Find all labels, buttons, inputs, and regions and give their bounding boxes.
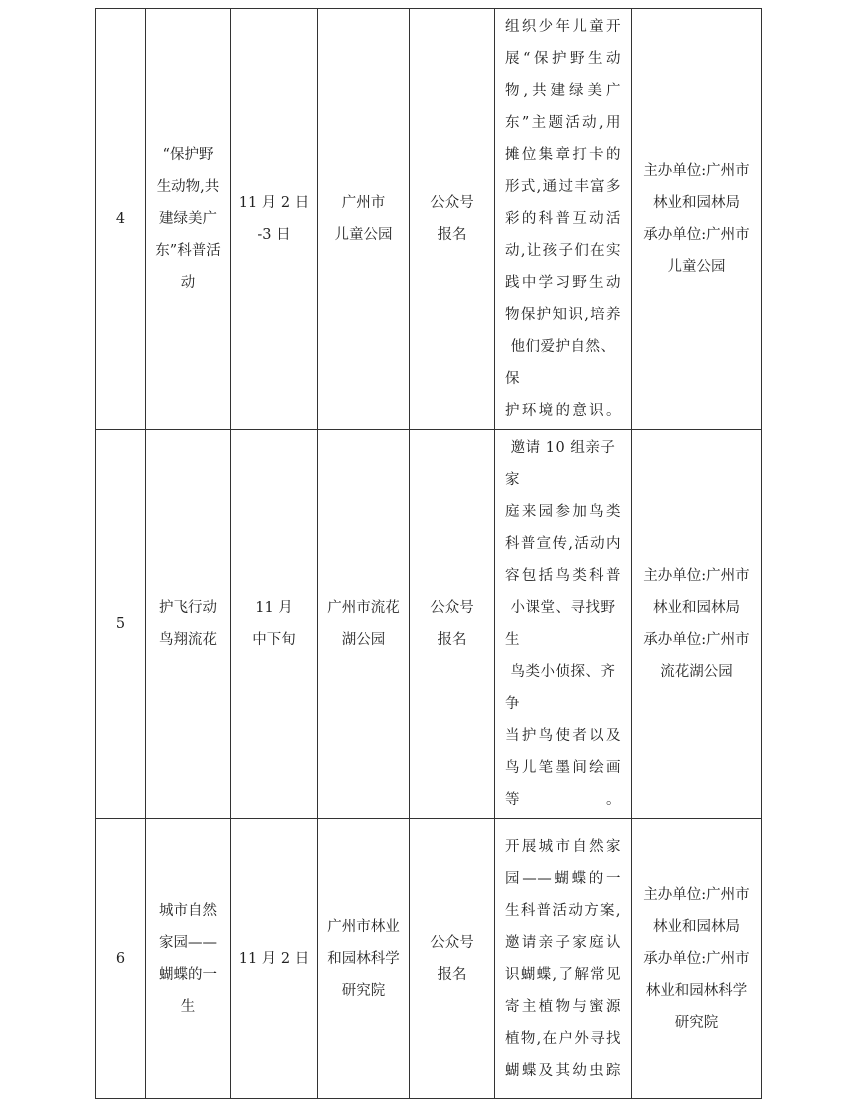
cell-text-line: 护环境的意识。: [505, 403, 621, 419]
cell-text-line: 东”科普活: [155, 243, 221, 259]
serial-number-cell: [96, 9, 146, 430]
cell-text-line: 11 月: [255, 600, 293, 616]
cell-text-line: 公众号: [430, 934, 474, 951]
organizer-cell: [632, 430, 762, 819]
cell-text-line: 儿童公园: [667, 259, 726, 275]
cell-text-line: 建绿美广: [159, 211, 217, 227]
signup-method-cell: [410, 819, 495, 1099]
cell-text-line: 彩的科普互动活: [505, 211, 621, 227]
signup-method-cell: [410, 9, 495, 430]
cell-text-line: 鸟儿笔墨间绘画: [505, 760, 621, 776]
cell-text-line: 11 月 2 日: [238, 195, 310, 211]
activity-name-cell: [146, 9, 231, 430]
cell-text-line: 开展城市自然家: [505, 838, 621, 855]
activity-place-cell: [318, 819, 410, 1099]
cell-text-line: 公众号: [430, 600, 474, 616]
cell-text-line: 科普宣传,活动内: [505, 536, 621, 552]
cell-text-line: 林业和园林科学: [645, 982, 748, 999]
organizer-cell: [632, 9, 762, 430]
activity-time-cell: [231, 9, 318, 430]
cell-text-line: 流花湖公园: [660, 664, 733, 680]
cell-text-line: 城市自然: [159, 902, 217, 919]
cell-text-line: 蝴蝶的一: [159, 966, 217, 983]
signup-method-cell: [410, 430, 495, 819]
cell-text-line: 承办单位:广州市: [643, 227, 750, 243]
activity-place-cell: [318, 9, 410, 430]
activity-time-cell: [231, 430, 318, 819]
cell-text-line: 11 月 2 日: [238, 950, 310, 967]
activity-description-cell: [495, 9, 632, 430]
cell-text-line: 组织少年儿童开: [505, 19, 621, 35]
cell-text-line: 报名: [437, 632, 467, 648]
cell-text-line: 东”主题活动,用: [505, 115, 621, 131]
cell-text-line: 承办单位:广州市: [643, 950, 750, 967]
cell-text-line: 小课堂、寻找野生: [505, 600, 616, 648]
cell-text-line: 动,让孩子们在实: [505, 243, 621, 259]
cell-text-line: “保护野: [162, 147, 214, 163]
cell-text-line: 广州市流花: [327, 600, 400, 616]
cell-text-line: 动: [180, 275, 196, 291]
table-row: [96, 819, 762, 1099]
activity-name-cell: [146, 819, 231, 1099]
cell-text-line: 庭来园参加鸟类: [505, 504, 621, 520]
cell-text-line: 鸟翔流花: [159, 632, 217, 648]
table-row: [96, 430, 762, 819]
serial-number-cell: [96, 430, 146, 819]
cell-text-line: 鸟类小侦探、齐争: [505, 664, 616, 712]
cell-text-line: 当护鸟使者以及: [505, 728, 621, 744]
cell-text-line: 物保护知识,培养: [505, 307, 621, 323]
activity-description-cell: [495, 430, 632, 819]
cell-text: 4: [115, 211, 126, 227]
cell-text-line: 生动物,共: [156, 179, 220, 195]
cell-text-line: 展“保护野生动: [505, 51, 621, 67]
cell-text-line: 报名: [437, 966, 467, 983]
table-row: [96, 9, 762, 430]
cell-text-line: 植物,在户外寻找: [505, 1030, 621, 1047]
cell-text-line: 儿童公园: [334, 227, 393, 243]
cell-text-line: 公众号: [430, 195, 474, 211]
activity-table: [95, 8, 762, 1099]
cell-text-line: 寄主植物与蜜源: [505, 998, 621, 1015]
cell-text-line: 邀请亲子家庭认: [505, 934, 621, 951]
cell-text-line: 林业和园林局: [653, 918, 740, 935]
cell-text-line: 识蝴蝶,了解常见: [505, 966, 621, 983]
cell-text-line: 中下旬: [252, 632, 296, 648]
cell-text-line: 研究院: [341, 982, 386, 999]
organizer-cell: [632, 819, 762, 1099]
cell-text-line: 研究院: [674, 1014, 719, 1031]
cell-text-line: 容包括鸟类科普: [505, 568, 621, 584]
cell-text: 6: [115, 950, 126, 967]
cell-text-line: 主办单位:广州市: [643, 886, 750, 903]
cell-text-line: 践中学习野生动: [505, 275, 621, 291]
cell-text-line: 物,共建绿美广: [505, 83, 621, 99]
cell-text: 5: [115, 616, 126, 632]
cell-text-line: 主办单位:广州市: [643, 568, 750, 584]
activity-time-cell: [231, 819, 318, 1099]
activity-name-cell: [146, 430, 231, 819]
cell-text-line: 报名: [437, 227, 467, 243]
cell-text-line: -3 日: [257, 227, 291, 243]
cell-text-line: 家园——: [159, 934, 217, 951]
cell-text-line: 护飞行动: [159, 600, 217, 616]
cell-text-line: 广州市林业: [327, 918, 400, 935]
cell-text-line: 生科普活动方案,: [505, 902, 621, 919]
cell-text-line: 等。: [505, 792, 621, 808]
cell-text-line: 承办单位:广州市: [643, 632, 750, 648]
cell-text-line: 主办单位:广州市: [643, 163, 750, 179]
cell-text-line: 林业和园林局: [653, 600, 740, 616]
cell-text-line: 他们爱护自然、保: [505, 339, 616, 387]
cell-text-line: 林业和园林局: [653, 195, 740, 211]
cell-text-line: 园——蝴蝶的一: [505, 870, 621, 887]
cell-text-line: 邀请 10 组亲子家: [505, 440, 616, 488]
cell-text-line: 形式,通过丰富多: [505, 179, 621, 195]
cell-text-line: 蝴蝶及其幼虫踪: [505, 1062, 621, 1079]
cell-text-line: 摊位集章打卡的: [505, 147, 621, 163]
serial-number-cell: [96, 819, 146, 1099]
cell-text-line: 生: [180, 998, 196, 1015]
cell-text-line: 湖公园: [341, 632, 386, 648]
cell-text-line: 和园林科学: [327, 950, 400, 967]
cell-text-line: 广州市: [341, 195, 386, 211]
activity-description-cell: [495, 819, 632, 1099]
activity-place-cell: [318, 430, 410, 819]
